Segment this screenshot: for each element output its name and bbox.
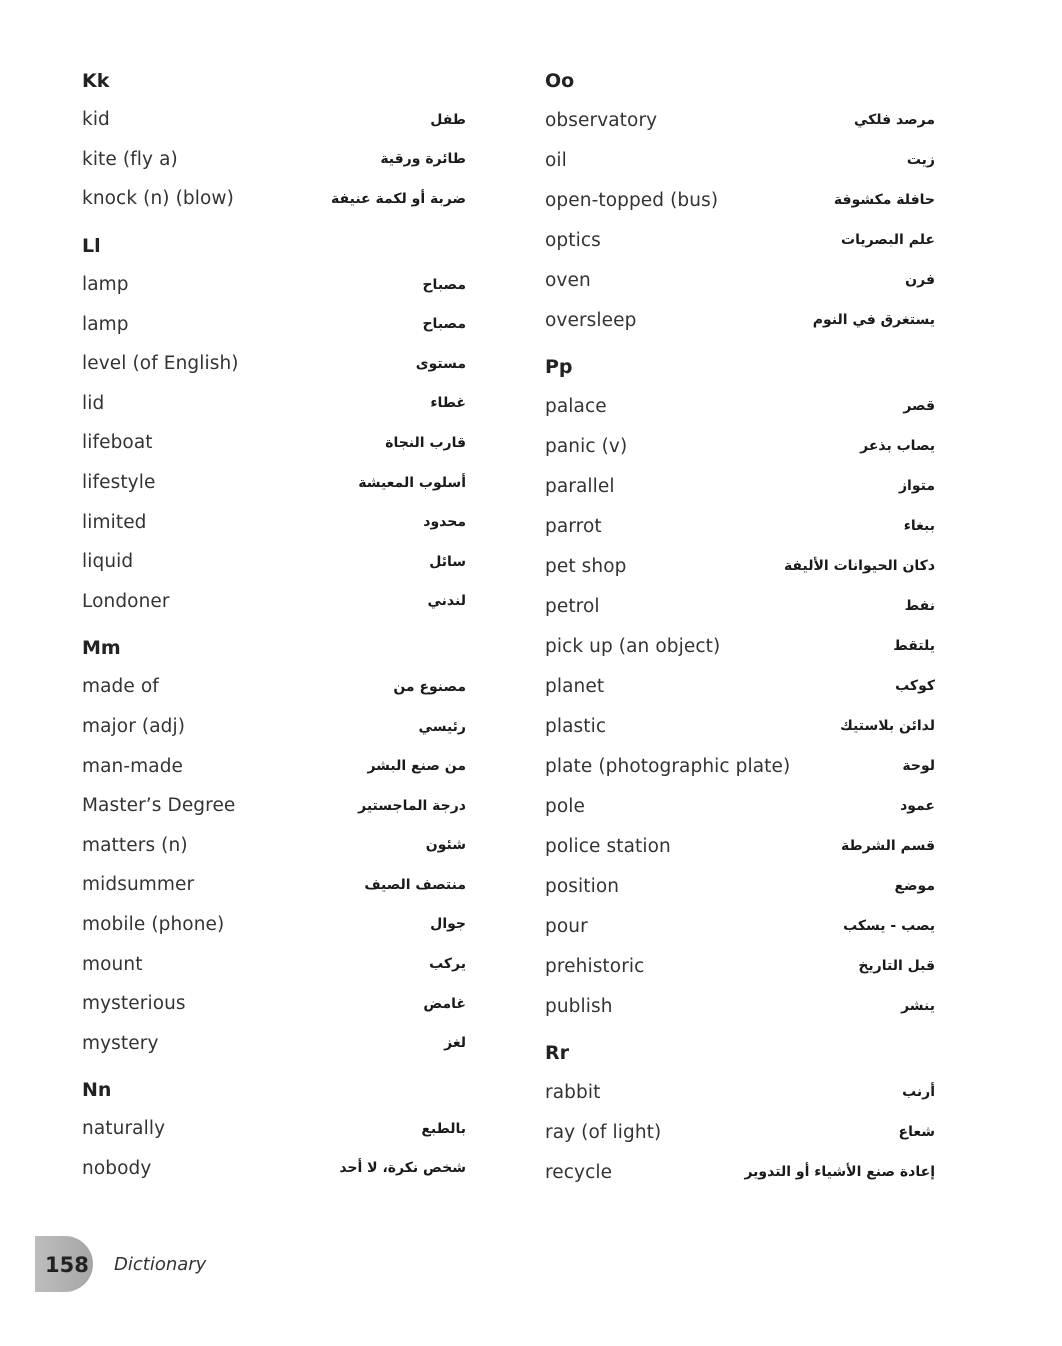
arabic-translation: لوحة (902, 758, 935, 774)
english-word: rabbit (545, 1081, 601, 1103)
arabic-translation: شئون (425, 837, 466, 854)
arabic-translation: قصر (903, 398, 935, 414)
right-column (545, 62, 935, 1200)
section-letter-heading: Oo (545, 70, 575, 92)
arabic-translation: يصاب بذعر (860, 438, 935, 454)
arabic-translation: إعادة صنع الأشياء أو التدوير (744, 1164, 935, 1180)
dictionary-entry (545, 546, 935, 586)
english-word: lifeboat (82, 432, 153, 454)
arabic-translation: نفط (904, 598, 935, 614)
section-r (545, 1034, 935, 1192)
arabic-translation: من صنع البشر (367, 758, 466, 775)
english-word: mobile (phone) (82, 913, 225, 935)
dictionary-entry (82, 746, 466, 786)
arabic-translation: بالطبع (421, 1120, 466, 1137)
arabic-translation: يلتقط (893, 638, 935, 654)
arabic-translation: موضع (894, 878, 935, 894)
dictionary-entry (545, 260, 935, 300)
dictionary-entry (82, 542, 466, 582)
dictionary-entry (82, 140, 466, 180)
english-word: oversleep (545, 309, 637, 331)
dictionary-entry (82, 826, 466, 866)
page-number: 158 (45, 1253, 89, 1277)
english-word: ray (of light) (545, 1121, 662, 1143)
english-word: palace (545, 395, 607, 417)
dictionary-entry (545, 1072, 935, 1112)
english-word: pole (545, 795, 585, 817)
arabic-translation: لغز (444, 1035, 466, 1052)
arabic-translation: قارب النجاة (385, 434, 466, 451)
section-letter-heading: Pp (545, 356, 573, 378)
dictionary-entry (82, 865, 466, 905)
arabic-translation: سائل (429, 553, 466, 570)
english-word: planet (545, 675, 605, 697)
arabic-translation: درجة الماجستير (358, 797, 466, 814)
arabic-translation: ببغاء (903, 518, 935, 534)
section-letter-heading: Nn (82, 1079, 112, 1102)
dictionary-entry (82, 344, 466, 384)
arabic-translation: غامض (423, 995, 466, 1012)
english-word: optics (545, 229, 601, 251)
arabic-translation: زيت (906, 152, 935, 168)
english-word: lamp (82, 274, 129, 296)
english-word: recycle (545, 1161, 613, 1183)
english-word: petrol (545, 595, 600, 617)
arabic-translation: مصنوع من (393, 678, 466, 695)
arabic-translation: مصباح (422, 316, 466, 333)
english-word: midsummer (82, 874, 195, 896)
english-word: Master’s Degree (82, 795, 236, 817)
arabic-translation: مستوى (415, 355, 466, 372)
english-word: position (545, 875, 620, 897)
section-letter-heading: Kk (82, 70, 110, 92)
arabic-translation: شخص نكرة، لا أحد (339, 1160, 466, 1177)
english-word: open-topped (bus) (545, 189, 719, 211)
dictionary-entry (545, 746, 935, 786)
english-word: man-made (82, 755, 184, 777)
dictionary-entry (545, 586, 935, 626)
dictionary-entry (545, 386, 935, 426)
dictionary-entry (82, 1149, 466, 1189)
dictionary-entry (82, 984, 466, 1024)
english-word: knock (n) (blow) (82, 188, 234, 210)
dictionary-entry (82, 707, 466, 747)
english-word: kid (82, 109, 110, 131)
dictionary-entry (545, 1152, 935, 1192)
dictionary-entry (545, 946, 935, 986)
english-word: nobody (82, 1157, 152, 1179)
english-word: lifestyle (82, 472, 156, 494)
dictionary-entry (545, 986, 935, 1026)
dictionary-entry (545, 506, 935, 546)
english-word: publish (545, 995, 613, 1017)
english-word: major (adj) (82, 716, 186, 738)
arabic-translation: دكان الحيوانات الأليفة (783, 558, 935, 574)
arabic-translation: قسم الشرطة (841, 838, 935, 854)
english-word: mysterious (82, 993, 186, 1015)
arabic-translation: عمود (900, 798, 935, 814)
arabic-translation: لدائن بلاستيك (840, 718, 935, 734)
english-word: plate (photographic plate) (545, 755, 791, 777)
english-word: pick up (an object) (545, 635, 721, 657)
arabic-translation: غطاء (430, 395, 466, 412)
dictionary-entry (82, 582, 466, 622)
arabic-translation: ضربة أو لكمة عنيفة (331, 190, 466, 207)
arabic-translation: ينشر (901, 998, 935, 1014)
arabic-translation: طفل (430, 111, 466, 128)
dictionary-entry (545, 906, 935, 946)
arabic-translation: أرنب (902, 1084, 935, 1100)
dictionary-entry (82, 944, 466, 984)
dictionary-entry (545, 220, 935, 260)
section-m (82, 629, 466, 1063)
dictionary-entry (545, 140, 935, 180)
english-word: prehistoric (545, 955, 645, 977)
dictionary-entry (545, 300, 935, 340)
footer-title: Dictionary (114, 1254, 207, 1275)
english-word: Londoner (82, 590, 170, 612)
english-word: matters (n) (82, 834, 188, 856)
english-word: naturally (82, 1118, 166, 1140)
dictionary-entry (545, 180, 935, 220)
english-word: plastic (545, 715, 607, 737)
dictionary-entry (82, 905, 466, 945)
section-l (82, 227, 466, 621)
english-word: lid (82, 392, 105, 414)
section-letter-heading: Rr (545, 1042, 570, 1064)
arabic-translation: رئيسي (418, 718, 466, 735)
arabic-translation: مصباح (422, 276, 466, 293)
english-word: police station (545, 835, 671, 857)
arabic-translation: يركب (429, 956, 466, 973)
arabic-translation: طائرة ورقية (380, 151, 466, 168)
dictionary-entry (545, 706, 935, 746)
arabic-translation: منتصف الصيف (364, 876, 466, 893)
dictionary-entry (82, 667, 466, 707)
dictionary-entry (545, 786, 935, 826)
arabic-translation: مرصد فلكي (853, 112, 935, 128)
dictionary-entry (82, 423, 466, 463)
dictionary-entry (545, 1112, 935, 1152)
dictionary-entry (545, 626, 935, 666)
dictionary-entry (82, 265, 466, 305)
dictionary-entry (82, 179, 466, 219)
arabic-translation: علم البصريات (841, 232, 935, 248)
english-word: kite (fly a) (82, 148, 178, 170)
english-word: lamp (82, 313, 129, 335)
english-word: mystery (82, 1032, 159, 1054)
dictionary-entry (82, 384, 466, 424)
dictionary-entry (545, 466, 935, 506)
section-n (82, 1071, 466, 1188)
arabic-translation: كوكب (895, 678, 935, 694)
arabic-translation: يستغرق في النوم (812, 312, 935, 328)
dictionary-entry (82, 1023, 466, 1063)
section-o (545, 62, 935, 340)
english-word: liquid (82, 551, 134, 573)
page-footer (35, 1236, 335, 1292)
arabic-translation: فرن (905, 272, 935, 288)
english-word: panic (v) (545, 435, 628, 457)
english-word: limited (82, 511, 147, 533)
section-letter-heading: Ll (82, 234, 101, 257)
arabic-translation: شعاع (898, 1124, 935, 1140)
english-word: made of (82, 676, 159, 698)
arabic-translation: حافلة مكشوفة (833, 192, 935, 208)
english-word: level (of English) (82, 353, 239, 375)
dictionary-entry (82, 463, 466, 503)
english-word: pour (545, 915, 588, 937)
dictionary-entry (82, 100, 466, 140)
arabic-translation: متواز (898, 478, 935, 494)
dictionary-entry (545, 866, 935, 906)
english-word: mount (82, 953, 143, 975)
dictionary-entry (545, 100, 935, 140)
english-word: oil (545, 149, 567, 171)
dictionary-entry (82, 786, 466, 826)
arabic-translation: يصب - يسكب (843, 918, 935, 934)
dictionary-entry (545, 426, 935, 466)
left-column (82, 62, 466, 1196)
section-k (82, 62, 466, 219)
english-word: pet shop (545, 555, 627, 577)
english-word: parallel (545, 475, 615, 497)
english-word: oven (545, 269, 591, 291)
arabic-translation: أسلوب المعيشة (358, 474, 466, 491)
dictionary-entry (82, 502, 466, 542)
english-word: parrot (545, 515, 602, 537)
arabic-translation: محدود (423, 514, 466, 531)
section-letter-heading: Mm (82, 637, 121, 660)
dictionary-entry (82, 304, 466, 344)
dictionary-entry (82, 1109, 466, 1149)
section-p (545, 348, 935, 1026)
english-word: observatory (545, 109, 658, 131)
arabic-translation: قبل التاريخ (858, 958, 935, 974)
dictionary-entry (545, 826, 935, 866)
dictionary-entry (545, 666, 935, 706)
arabic-translation: جوال (430, 916, 466, 933)
arabic-translation: لندني (427, 593, 466, 610)
